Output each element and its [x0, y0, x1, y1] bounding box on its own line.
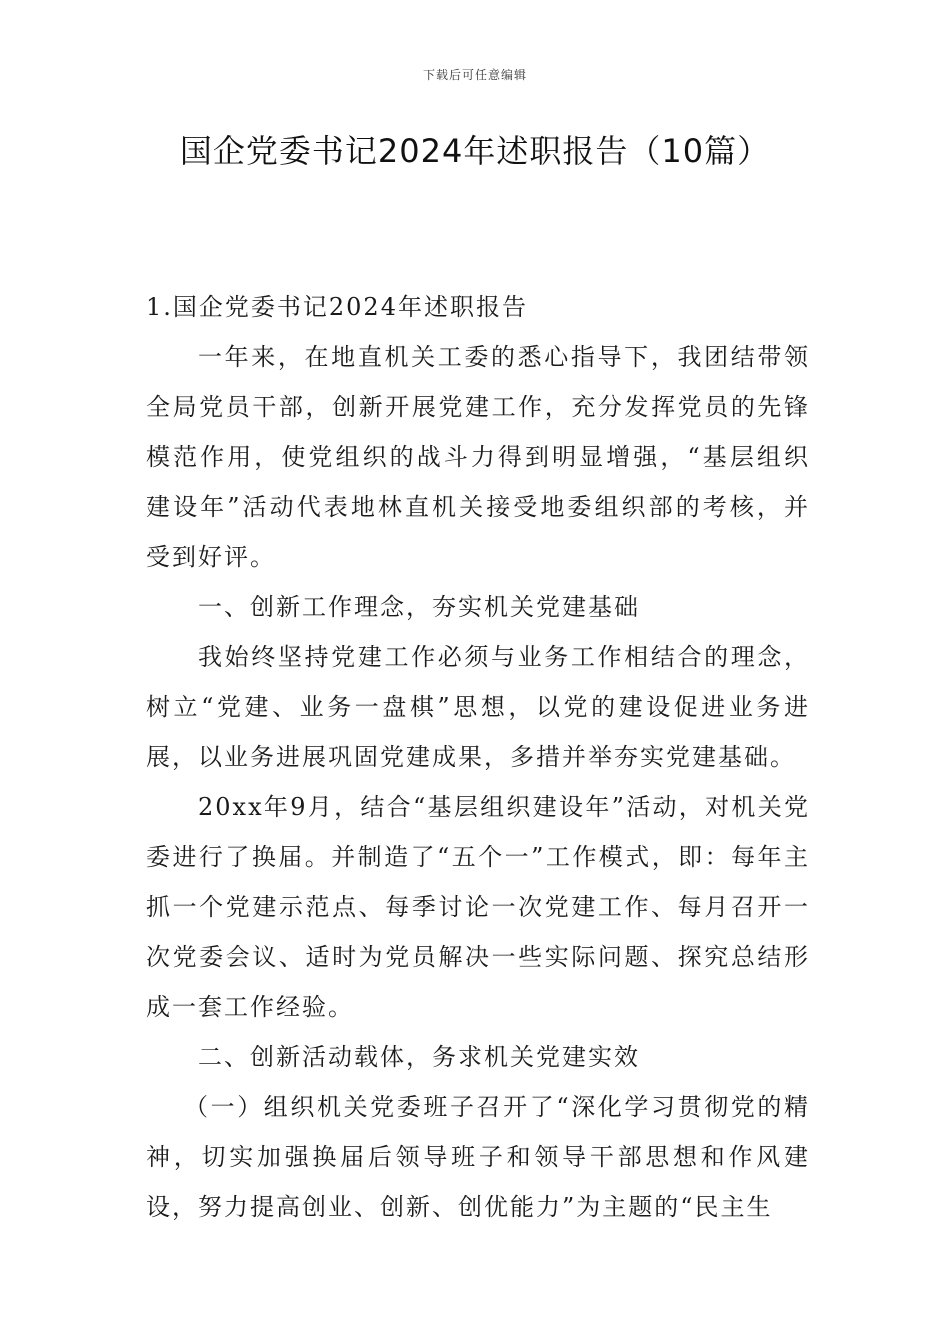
header-note: 下载后可任意编辑	[422, 68, 527, 82]
paragraph-intro: 一年来，在地直机关工委的悉心指导下，我团结带领全局党员干部，创新开展党建工作，充分发挥党员的先锋模范作用，使党组织的战斗力得到明显增强，“基层组织建设年”活动代表地林直机关接受地委组织部的考核，并受到好评。	[146, 343, 810, 571]
document-title: 国企党委书记2024年述职报告（10篇）	[179, 132, 771, 170]
subheading-1: 一、创新工作理念，夯实机关党建基础	[198, 593, 640, 621]
paragraph-3: 20xx年9月，结合“基层组织建设年”活动，对机关党委进行了换届。并制造了“五个一”工作模式，即：每年主抓一个党建示范点、每季讨论一次党建工作、每月召开一次党委会议、适时为党员解决一些实际问题、探究总结形成一套工作经验。	[146, 793, 810, 1021]
section-heading-1: 1.国企党委书记2024年述职报告	[146, 293, 528, 321]
document-body	[146, 282, 810, 1232]
subheading-2: 二、创新活动载体，务求机关党建实效	[198, 1043, 640, 1071]
paragraph-4: （一）组织机关党委班子召开了“深化学习贯彻党的精神，切实加强换届后领导班子和领导干部思想和作风建设，努力提高创业、创新、创优能力”为主题的“民主生	[146, 1093, 810, 1221]
paragraph-2: 我始终坚持党建工作必须与业务工作相结合的理念，树立“党建、业务一盘棋”思想，以党的建设促进业务进展，以业务进展巩固党建成果，多措并举夯实党建基础。	[146, 643, 810, 771]
